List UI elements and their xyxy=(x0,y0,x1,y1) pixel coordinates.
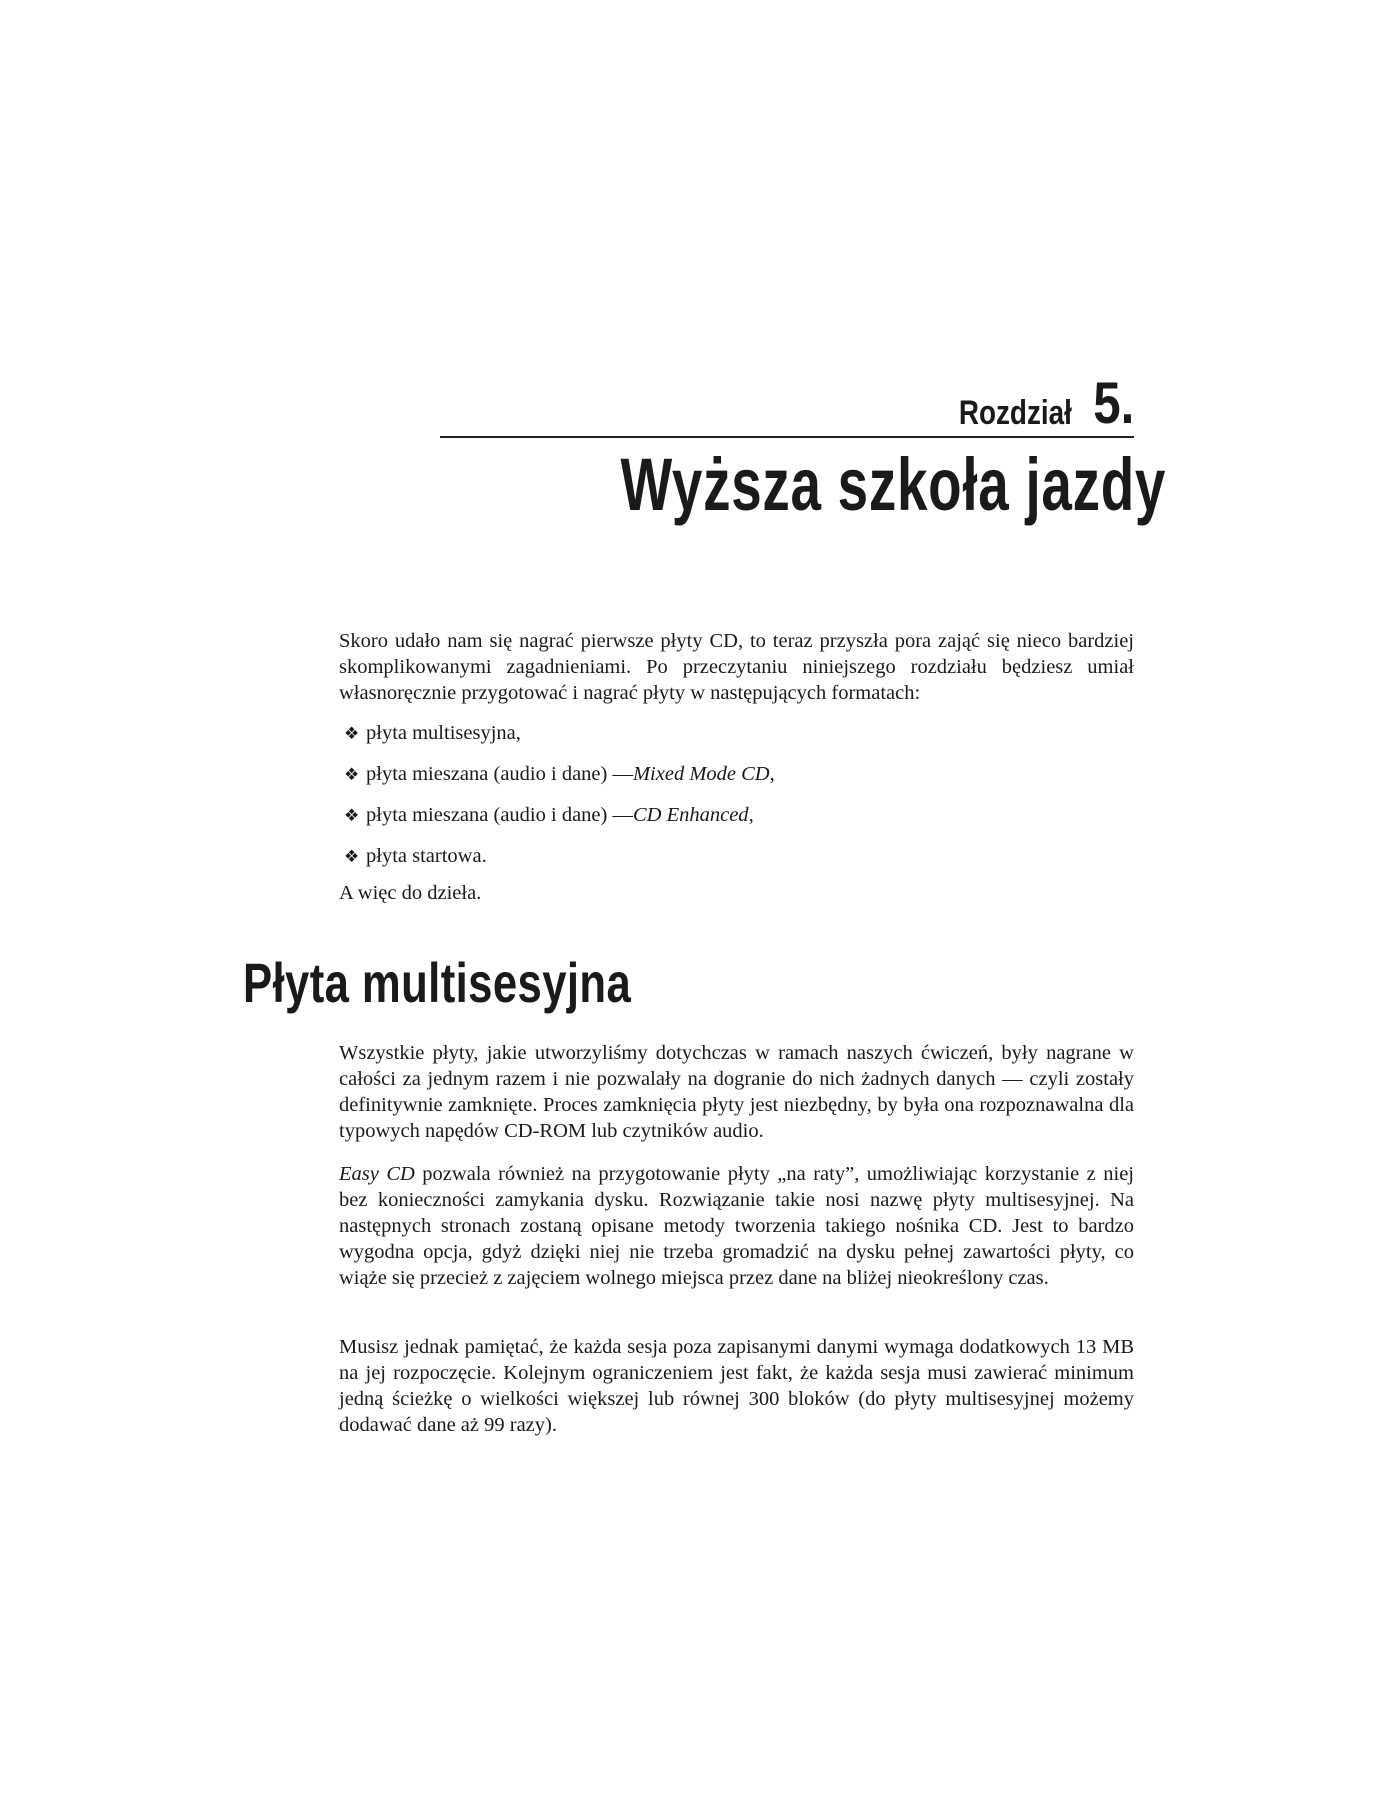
bullet-icon: ❖ xyxy=(344,724,360,743)
chapter-label-line xyxy=(440,371,1134,436)
list-item-italic: Mixed Mode CD xyxy=(632,763,770,785)
section-paragraph-2-text: pozwala również na przygotowanie płyty „na raty”, umożliwiając korzystanie z niej bez konieczności zamykania dysku. Rozwiązanie takie nosi nazwę płyty multisesyjnej. Na następnych stronach zostaną opisane metody tworzenia takiego nośnika CD. Jest to bardzo wygodna opcja, gdyż dzięki niej nie trzeba gromadzić na dysku pełnej zawartości płyty, co wiąże się przecież z zajęciem wolnego miejsca przez dane na bliżej nieokreślony czas. xyxy=(339,1163,1135,1289)
intro-closing: A więc do dzieła. xyxy=(339,882,482,904)
chapter-header xyxy=(440,371,1167,527)
chapter-label: Rozdział xyxy=(958,394,1072,433)
section-paragraph-2 xyxy=(339,1161,1134,1291)
list-item xyxy=(344,802,1124,843)
section-title: Płyta multisesyjna xyxy=(243,951,632,1014)
list-item xyxy=(344,843,1124,884)
chapter-rule xyxy=(440,436,1134,438)
list-item xyxy=(344,720,1124,761)
list-item xyxy=(344,761,1124,802)
list-item-text: płyta startowa. xyxy=(366,845,487,867)
intro-paragraph: Skoro udało nam się nagrać pierwsze płyty CD, to teraz przyszła pora zająć się nieco bardziej skomplikowanymi zagadnieniami. Po przeczytaniu niniejszego rozdziału będziesz umiał własnoręcznie przygotować i nagrać płyty w następujących formatach: xyxy=(339,630,1134,704)
formats-list xyxy=(344,720,1124,884)
chapter-title: Wyższa szkoła jazdy xyxy=(620,443,1167,527)
product-name: Easy CD xyxy=(339,1163,415,1185)
list-item-suffix: , xyxy=(769,763,775,785)
list-item-text: płyta multisesyjna, xyxy=(366,722,521,744)
list-item-text: płyta mieszana (audio i dane) — xyxy=(366,804,633,826)
list-item-italic: CD Enhanced xyxy=(632,804,749,826)
section-paragraph-1: Wszystkie płyty, jakie utworzyliśmy dotychczas w ramach naszych ćwiczeń, były nagrane w całości za jednym razem i nie pozwalały na dogranie do nich żadnych danych — czyli zostały definitywnie zamknięte. Proces zamknięcia płyty jest niezbędny, by była ona rozpoznawalna dla typowych napędów CD-ROM lub czytników audio. xyxy=(339,1042,1134,1142)
bullet-icon: ❖ xyxy=(344,765,360,784)
list-item-text: płyta mieszana (audio i dane) — xyxy=(366,763,633,785)
list-item-suffix: , xyxy=(748,804,754,826)
bullet-icon: ❖ xyxy=(344,847,360,866)
bullet-icon: ❖ xyxy=(344,806,360,825)
section-paragraph-3: Musisz jednak pamiętać, że każda sesja poza zapisanymi danymi wymaga dodatkowych 13 MB na jej rozpoczęcie. Kolejnym ograniczeniem jest fakt, że każda sesja musi zawierać minimum jedną ścieżkę o wielkości większej lub równej 300 bloków (do płyty multisesyjnej możemy dodawać dane aż 99 razy). xyxy=(339,1336,1134,1436)
chapter-number: 5. xyxy=(1092,371,1134,436)
